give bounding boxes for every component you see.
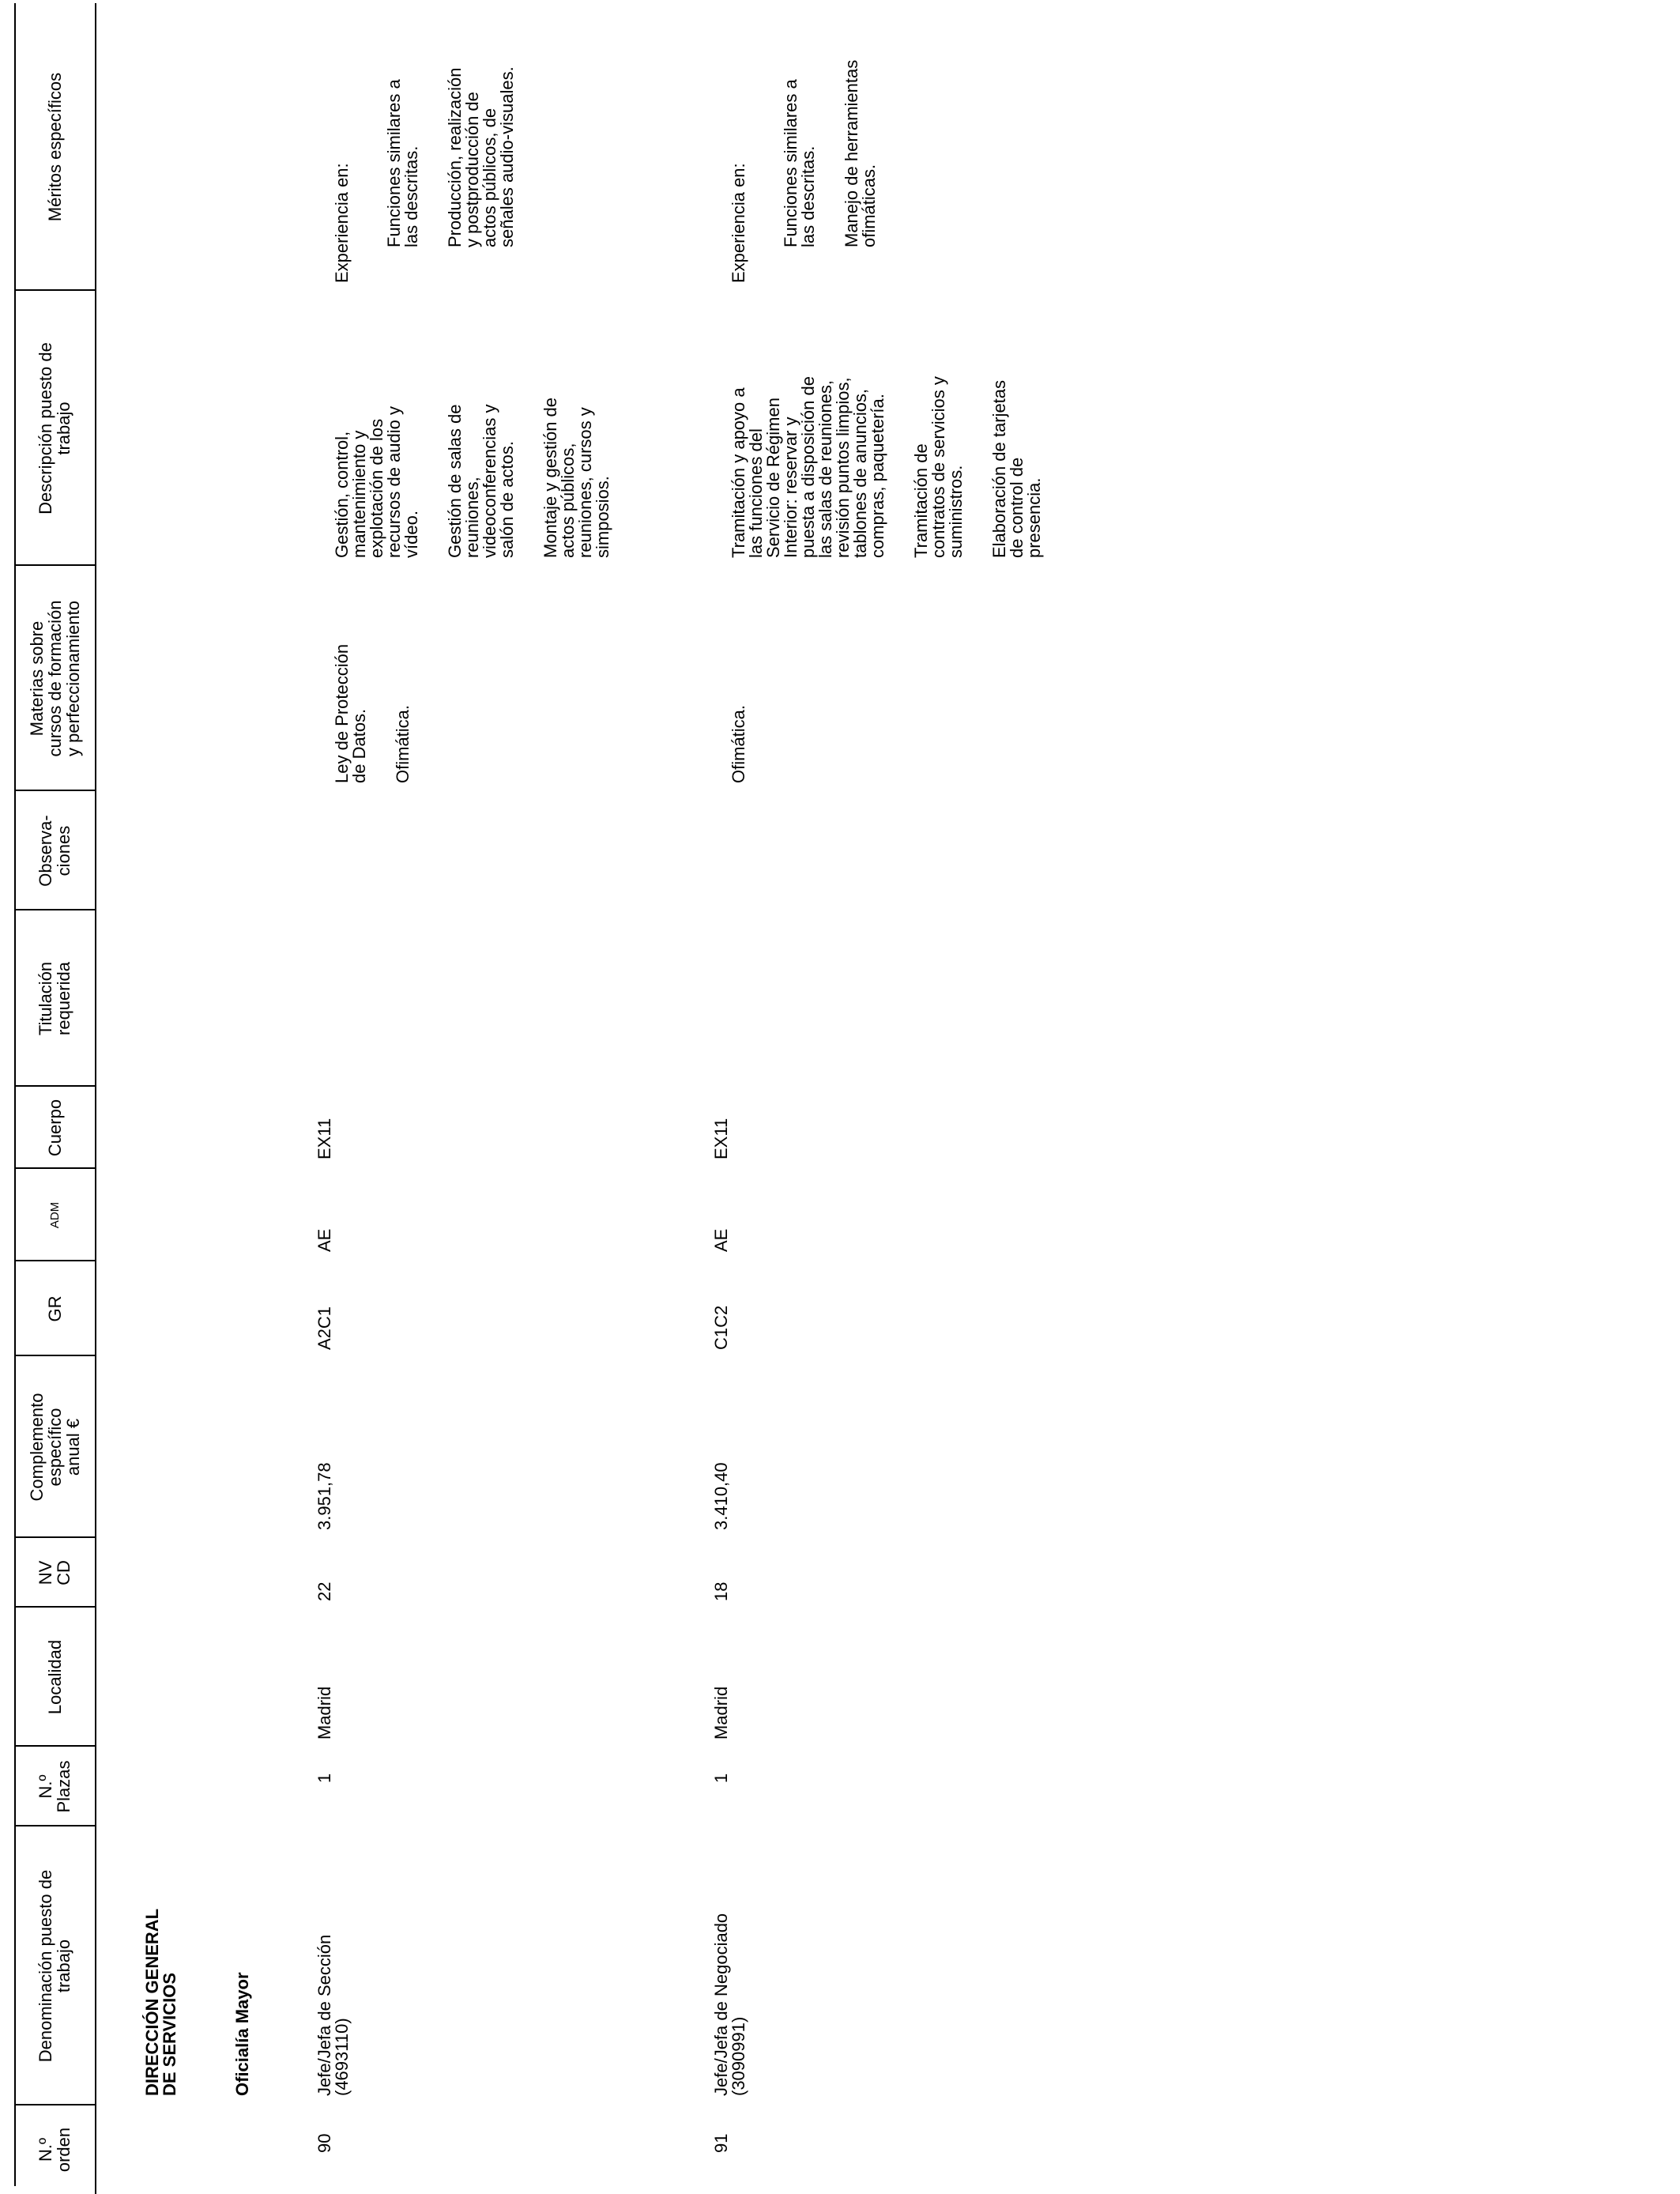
meritos-intro: Experiencia en: — [332, 163, 352, 283]
materia-item: Ofimática. — [393, 704, 412, 783]
row-meritos — [713, 6, 921, 283]
header-nivel: NV CD — [36, 1560, 73, 1585]
row-descripcion — [713, 293, 1069, 558]
header-descripcion: Descripción puesto de trabajo — [36, 342, 73, 515]
header-plazas: N.º Plazas — [36, 1760, 73, 1813]
merito-item: Manejo de herramientas ofimáticas. — [842, 59, 879, 247]
row-nivel: 22 — [315, 1581, 334, 1601]
row-nivel: 18 — [711, 1581, 731, 1601]
materia-item: Ley de Protección de Datos. — [332, 643, 369, 783]
row-cuerpo: EX11 — [711, 1118, 731, 1159]
header-denominacion: Denominación puesto de trabajo — [36, 1869, 73, 2063]
descripcion-item: Gestión de salas de reuniones, videoconferencias y salón de actos. — [445, 404, 517, 558]
descripcion-item: Tramitación de contratos de servicios y suministros. — [911, 376, 966, 558]
row-adm: AE — [315, 1228, 334, 1252]
row-materias — [713, 570, 774, 783]
row-cuerpo: EX11 — [315, 1118, 334, 1159]
header-adm: ADM — [47, 1201, 62, 1229]
header-materias: Materias sobre cursos de formación y perfeccionamiento — [26, 600, 83, 757]
materia-item: Ofimática. — [729, 704, 748, 783]
descripcion-item: Montaje y gestión de actos públicos, reuniones, cursos y simposios. — [541, 397, 612, 558]
header-complemento: Complemento específico anual € — [26, 1393, 83, 1502]
row-grupo: A2C1 — [315, 1306, 334, 1350]
row-plazas: 1 — [711, 1773, 731, 1783]
row-localidad: Madrid — [711, 1686, 731, 1740]
header-localidad: Localidad — [44, 1639, 65, 1715]
row-denominacion: Jefe/Jefa de Sección (4693110) — [315, 1934, 352, 2096]
row-descripcion — [316, 293, 638, 558]
section-direccion: DIRECCIÓN GENERAL DE SERVICIOS — [142, 1908, 179, 2096]
row-localidad: Madrid — [315, 1686, 334, 1740]
merito-item: Funciones similares a las descritas. — [384, 79, 421, 247]
merito-item: Producción, realización y postproducción de actos públicos, de señales audio-visuales. — [445, 66, 517, 247]
header-orden: N.º orden — [36, 2127, 73, 2173]
header-cuerpo: Cuerpo — [44, 1099, 65, 1157]
row-orden: 90 — [315, 2133, 334, 2153]
header-bottom-rule — [95, 3, 96, 2194]
merito-item: Funciones similares a las descritas. — [781, 79, 818, 247]
row-grupo: C1C2 — [711, 1305, 731, 1350]
descripcion-item: Gestión, control, mantenimiento y explotación de los recursos de audio y vídeo. — [332, 406, 421, 558]
header-titulacion: Titulación requerida — [36, 961, 73, 1036]
row-complemento: 3.951,78 — [315, 1462, 334, 1530]
row-complemento: 3.410,40 — [711, 1462, 731, 1530]
row-orden: 91 — [711, 2133, 731, 2153]
row-denominacion: Jefe/Jefa de Negociado (3090991) — [711, 1913, 748, 2096]
row-plazas: 1 — [315, 1773, 334, 1783]
row-adm: AE — [711, 1228, 731, 1252]
descripcion-item: Elaboración de tarjetas de control de presencia. — [989, 379, 1044, 558]
header-meritos: Méritos específicos — [44, 72, 65, 222]
header-grupo: GR — [44, 1295, 65, 1322]
header-observaciones: Observa- ciones — [36, 815, 73, 887]
row-materias — [316, 570, 438, 783]
table-top-rule — [14, 3, 16, 2186]
row-meritos — [316, 6, 559, 283]
meritos-intro: Experiencia en: — [729, 163, 748, 283]
section-unidad: Oficialía Mayor — [232, 1972, 252, 2096]
descripcion-item: Tramitación y apoyo a las funciones del Servicio de Régimen Interior: reservar y puesta a disposición de las salas de reuniones, revisión puntos limpios, tablones de anuncios, compras, paquetería. — [729, 376, 887, 558]
